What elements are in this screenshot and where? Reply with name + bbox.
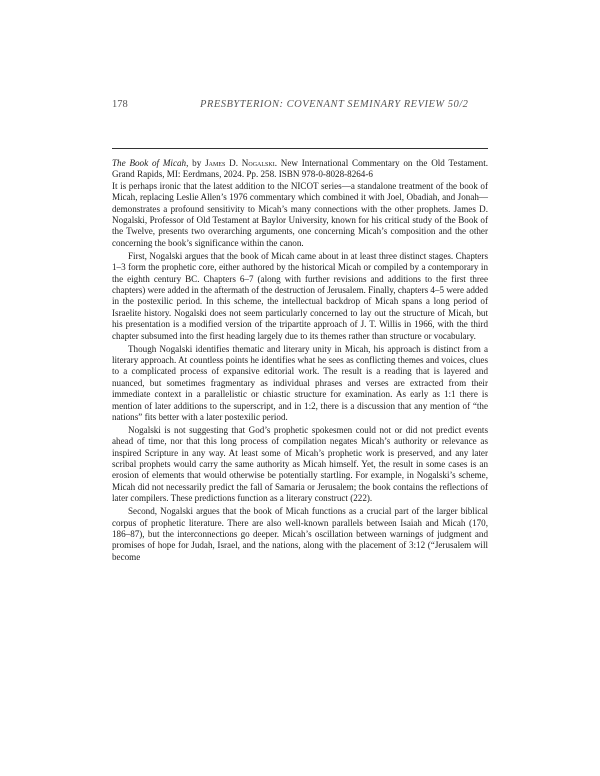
journal-title: PRESBYTERION: COVENANT SEMINARY REVIEW 50/2	[200, 99, 469, 110]
citation-details: . New International Commentary on the Old Testament. Grand Rapids, MI: Eerdmans, 2024. Pp. 258. ISBN 978-0-8028-8264-6	[112, 158, 489, 180]
running-head	[112, 99, 488, 110]
paragraph-3: Though Nogalski identifies thematic and literary unity in Micah, his approach is distinct from a literary approach. At countless points he identifies what he sees as conflicting themes and voices, clues to a complicated process of expansive editorial work. The result is a reading that is layered and nuanced, but sometimes fragmentary as individual phrases and verses are extracted from their immediate context in a parallelistic or chiastic structure for examination. As early as 1:1 there is mention of later additions to the superscript, and in 1:2, there is a discussion that any mention of “the nations” fits better with a later postexilic period.	[112, 343, 488, 422]
paragraph-1: It is perhaps ironic that the latest addition to the NICOT series—a standalone treatment of the book of Micah, replacing Leslie Allen’s 1976 commentary which combined it with Joel, Obadiah, and Jonah—demonstrates a profound sensitivity to Micah’s many connections with the other prophets. James D. Nogalski, Professor of Old Testament at Baylor University, known for his critical study of the Book of the Twelve, presents two overarching arguments, one concerning Micah’s composition and the other concerning the book’s significance within the canon.	[112, 180, 488, 248]
page-number: 178	[112, 99, 128, 110]
paragraph-2: First, Nogalski argues that the book of Micah came about in at least three distinct stages. Chapters 1–3 form the prophetic core, either authored by the historical Micah or compiled by a contemporary in the eighth century BC. Chapters 6–7 (along with further revisions and additions to the first three chapters) were added in the aftermath of the destruction of Jerusalem. Finally, chapters 4–5 were added in the postexilic period. In this scheme, the intellectual backdrop of Micah spans a long period of Israelite history. Nogalski does not seem particularly concerned to lay out the structure of Micah, but his presentation is a modified version of the tripartite approach of J. T. Willis in 1966, with the third chapter subsumed into the first heading largely due to its themes rather than structure or vocabulary.	[112, 250, 488, 341]
book-title: The Book of Micah	[112, 158, 187, 168]
review-body	[112, 158, 488, 563]
paragraph-4: Nogalski is not suggesting that God’s prophetic spokesmen could not or did not predict events ahead of time, nor that this long process of compilation negates Micah’s authority or relevance as inspired Scripture in any way. At least some of Micah’s prophetic work is preserved, and any later scribal prophets would carry the same authority as Micah himself. Yet, the result in some cases is an erosion of elements that would otherwise be potentially startling. For example, in Nogalski’s scheme, Micah did not necessarily predict the fall of Samaria or Jerusalem; the book contains the reflections of later compilers. These predictions function as a literary construct (222).	[112, 424, 488, 504]
book-author: James D. Nogalski	[205, 158, 275, 168]
book-citation	[112, 158, 488, 181]
header-rule	[112, 148, 488, 149]
citation-by: , by	[186, 158, 206, 168]
paragraph-5: Second, Nogalski argues that the book of Micah functions as a crucial part of the larger biblical corpus of prophetic literature. There are also well-known parallels between Isaiah and Micah (170, 186–87), but the interconnections go deeper. Micah’s oscillation between warnings of judgment and promises of hope for Judah, Israel, and the nations, along with the placement of 3:12 (“Jerusalem will become	[112, 506, 488, 562]
